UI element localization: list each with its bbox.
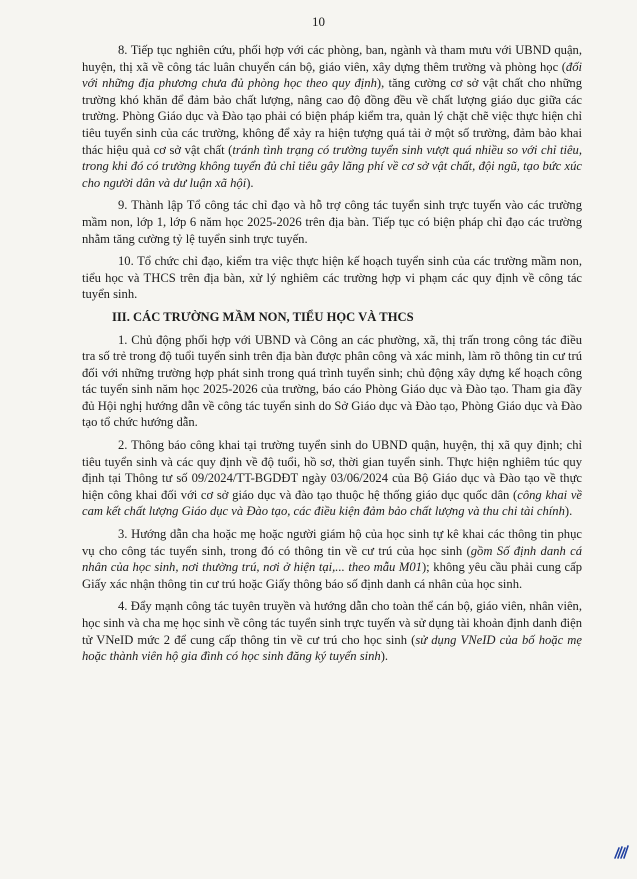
text-run: ). [564, 504, 573, 519]
paragraph [82, 437, 582, 520]
paragraph [82, 526, 582, 592]
paragraph [82, 598, 582, 664]
text-run: 4. Đẩy mạnh công tác tuyên truyền và hướng dẫn cho toàn thể cán bộ, giáo viên, nhân viên, học sinh và cha mẹ học sinh về công tác tuyển sinh trực tuyến và sử dụng tài khoản định danh điện tử VNeID mức 2 để cung cấp thông tin về cư trú cho học sinh ( [82, 599, 582, 647]
text-run: 9. Thành lập Tổ công tác chỉ đạo và hỗ trợ công tác tuyển sinh trực tuyến vào các trường mầm non, lớp 1, lớp 6 năm học 2025-2026 trên địa bàn. Tiếp tục có biện pháp chỉ đạo các trường nhằm tăng cường tỷ lệ tuyển sinh trực tuyến. [82, 198, 582, 246]
paragraph [82, 197, 582, 247]
paragraph [82, 253, 582, 303]
page-number: 10 [312, 14, 325, 29]
signature-mark-icon [613, 843, 631, 861]
italic-text: đối với những địa phương chưa đủ phòng học theo quy định [82, 59, 582, 91]
text-run: ); không yêu cầu phải cung cấp Giấy xác nhận thông tin cư trú hoặc Giấy thông báo số định danh cá nhân của học sinh. [82, 560, 583, 591]
text-run: 8. Tiếp tục nghiên cứu, phối hợp với các phòng, ban, ngành và tham mưu với UBND quận, huyện, thị xã về công tác luân chuyển cán bộ, giáo viên, xây dựng thêm trường và phòng học ( [82, 43, 582, 74]
italic-text: công khai về cam kết chất lượng Giáo dục và Đào tạo, các điều kiện đảm bảo chất lượng và thu chi tài chính [82, 487, 583, 519]
text-run: ). [246, 175, 254, 190]
text-run: 1. Chủ động phối hợp với UBND và Công an các phường, xã, thị trấn trong công tác điều tra số trẻ trong độ tuổi tuyển sinh trên địa bàn được phân công và xác minh, làm rõ thông tin cư trú đối với những trường hợp phát sinh trong quá trình tuyển sinh; chủ động xây dựng kế hoạch công tác tuyển sinh năm học 2025-2026 của trường, báo cáo Phòng Giáo dục và Đào tạo. Tham gia đầy đủ Hội nghị hướng dẫn về công tác tuyển sinh do Sở Giáo dục và Đào tạo, Phòng Giáo dục và Đào tạo tổ chức hướng dẫn. [82, 332, 582, 430]
paragraph [82, 332, 582, 432]
italic-text: tránh tình trạng có trường tuyển sinh vượt quá nhiều so với chỉ tiêu, trong khi đó có trường không tuyển đủ chỉ tiêu gây lãng phí về cơ sở vật chất, đội ngũ, tạo bức xúc cho người dân và dư luận xã hội [82, 142, 582, 190]
text-run: 2. Thông báo công khai tại trường tuyển sinh do UBND quận, huyện, thị xã quy định; chỉ tiêu tuyển sinh và các quy định về độ tuổi, hồ sơ, thời gian tuyển sinh. Thực hiện nghiêm túc quy định tại Thông tư số 09/2024/TT-BGDĐT ngày 03/06/2024 của Bộ Giáo dục và Đào tạo về thực hiện công khai đối với cơ sở giáo dục và đào tạo thuộc hệ thống giáo dục quốc dân ( [82, 438, 582, 502]
section-heading [82, 309, 582, 326]
italic-text: gồm Số định danh cá nhân của học sinh, nơi thường trú, nơi ở hiện tại,... theo mẫu M01 [82, 543, 583, 575]
document-body [82, 42, 582, 671]
text-run: ), tăng cường cơ sở vật chất cho những trường khó khăn để đảm bảo chất lượng, nâng cao độ đồng đều về chất lượng giáo dục giữa các trường. Phòng Giáo dục và Đào tạo phải có biện pháp kiểm tra, quản lý chặt chẽ việc thực hiện chỉ tiêu tuyển sinh của các trường, không để xảy ra hiện tượng quá tải ở một số trường, đảm bảo khai thác hiệu quả cơ sở vật chất ( [82, 76, 582, 157]
text-run: 3. Hướng dẫn cha hoặc mẹ hoặc người giám hộ của học sinh tự kê khai các thông tin phục vụ cho công tác tuyển sinh, trong đó có thông tin về cư trú của học sinh ( [82, 527, 582, 558]
text-run: III. CÁC TRƯỜNG MẦM NON, TIỂU HỌC VÀ THCS [112, 309, 414, 324]
italic-text: sử dụng VNeID của bố hoặc mẹ hoặc thành viên hộ gia đình có học sinh đăng ký tuyển sinh [82, 632, 582, 664]
text-run: ). [380, 649, 389, 664]
paragraph [82, 42, 582, 191]
text-run: 10. Tổ chức chỉ đạo, kiểm tra việc thực hiện kế hoạch tuyển sinh của các trường mầm non, tiểu học và THCS trên địa bàn, xử lý nghiêm các trường hợp vi phạm các quy định về công tác tuyển sinh. [82, 254, 582, 302]
